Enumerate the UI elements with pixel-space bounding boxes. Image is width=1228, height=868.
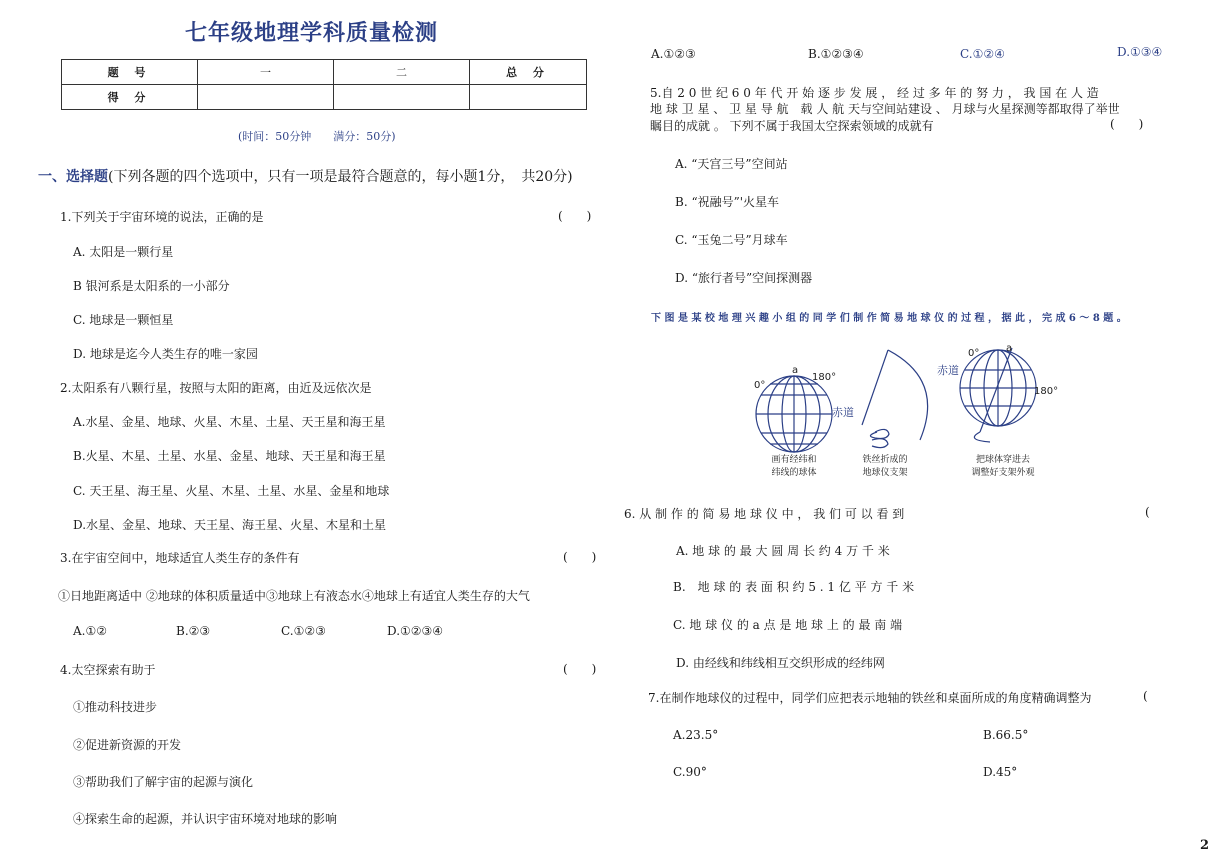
score-row-label: 得 分 [62, 85, 198, 110]
option: A.23.5° [673, 728, 719, 742]
option: A.水星、金星、地球、火星、木星、土星、天王星和海王星 [73, 415, 386, 429]
question-4-stem: 4.太空探索有助于 [60, 663, 156, 677]
option: B.66.5° [983, 728, 1029, 742]
option: A. 太阳是一颗行星 [73, 245, 174, 259]
answer-paren[interactable]: ( [1143, 689, 1148, 703]
wire-stand [862, 350, 928, 448]
section-title: 一、选择题 [38, 169, 108, 185]
option: B.火星、木星、土星、水星、金星、地球、天王星和海王星 [73, 449, 386, 463]
conditions-list: ①日地距离适中 ②地球的体积质量适中③地球上有液态水④地球上有适宜人类生存的大气 [58, 589, 530, 603]
option: D.①②③④ [387, 624, 444, 638]
score-cell[interactable] [470, 85, 587, 110]
score-header-cell: 二 [334, 60, 470, 85]
answer-paren[interactable]: ( ) [563, 550, 597, 564]
list-item: ④探索生命的起源，并认识宇宙环境对地球的影响 [73, 812, 338, 826]
option: C.①②④ [960, 47, 1005, 61]
option: A. 地 球 的 最 大 圆 周 长 约 4 万 千 米 [676, 544, 890, 558]
score-cell[interactable] [334, 85, 470, 110]
option: A.①②③ [651, 47, 696, 61]
caption-line: 调整好支架外观 [971, 468, 1035, 478]
section-heading [38, 166, 573, 186]
globe-making-figure [740, 340, 1080, 485]
question-2-stem: 2.太阳系有八颗行星，按照与太阳的距离，由近及远依次是 [60, 381, 372, 395]
question-5-line: 瞩目的成就 。 下列不属于我国太空探索领域的成就有 [650, 119, 934, 133]
section-note: (下列各题的四个选项中，只有一项是最符合题意的，每小题1分， 共20分) [108, 169, 573, 185]
question-1-stem: 1.下列关于宇宙环境的说法，正确的是 [60, 210, 264, 224]
option: C. “玉兔二号”月球车 [675, 233, 788, 247]
option: D.45° [983, 765, 1018, 779]
question-5-line: 地 球 卫 星 、 卫 星 导 航 载 人 航 天与空间站建设 、 月球与火星探测等都取得了举世 [650, 102, 1120, 116]
score-table [61, 59, 587, 110]
label-equator: 赤道 [937, 364, 959, 377]
option: B 银河系是太阳系的一小部分 [73, 279, 230, 293]
question-6-stem: 6. 从 制 作 的 简 易 地 球 仪 中 ， 我 们 可 以 看 到 [624, 507, 905, 521]
answer-paren[interactable]: ( ) [1110, 117, 1144, 131]
label-180: 180° [812, 372, 837, 383]
option: D.水星、金星、地球、天王星、海王星、火星、木星和土星 [73, 518, 387, 532]
label-a: a [1006, 343, 1013, 354]
score-header-cell: 题 号 [62, 60, 198, 85]
exam-info: (时间：50分钟 满分：50分) [238, 130, 396, 143]
answer-paren[interactable]: ( ) [558, 209, 592, 223]
globe-with-grid [756, 376, 832, 452]
option: D. 由经线和纬线相互交织形成的经纬网 [676, 656, 885, 670]
option: A.①② [73, 624, 107, 638]
caption-line: 铁丝折成的 [862, 455, 908, 465]
score-header-cell: 一 [198, 60, 334, 85]
option: C. 天王星、海王星、火星、木星、土星、水星、金星和地球 [73, 484, 390, 498]
option: D.①③④ [1117, 45, 1163, 59]
option: A. “天宫三号”空间站 [675, 157, 788, 171]
score-cell[interactable] [198, 85, 334, 110]
page-title: 七年级地理学科质量检测 [185, 20, 439, 46]
option: C.①②③ [281, 624, 326, 638]
question-7-stem: 7.在制作地球仪的过程中，同学们应把表示地轴的铁丝和桌面所成的角度精确调整为 [648, 691, 1092, 705]
caption-line: 把球体穿进去 [975, 455, 1031, 465]
globe-on-stand [960, 348, 1036, 442]
option: B. 地 球 的 表 面 积 约 5 . 1 亿 平 方 千 米 [673, 580, 915, 594]
score-header-cell: 总 分 [470, 60, 587, 85]
answer-paren[interactable]: ( [1145, 505, 1150, 519]
option: D. “旅行者号”空间探测器 [675, 271, 813, 285]
option: C. 地 球 仪 的 a 点 是 地 球 上 的 最 南 端 [673, 618, 903, 632]
list-item: ③帮助我们了解宇宙的起源与演化 [73, 775, 254, 789]
option: B.①②③④ [808, 47, 864, 61]
caption-line: 纬线的球体 [771, 468, 817, 478]
question-5-line: 5.自 2 0 世 纪 6 0 年 代 开 始 逐 步 发 展 ， 经 过 多 年 的 努 力 ， 我 国 在 人 造 [650, 86, 1099, 100]
option: B.②③ [176, 624, 211, 638]
option: C.90° [673, 765, 707, 779]
label-0: 0° [968, 348, 980, 359]
label-equator: 赤道 [832, 406, 854, 419]
list-item: ②促进新资源的开发 [73, 738, 182, 752]
question-3-stem: 3.在宇宙空间中，地球适宜人类生存的条件有 [60, 551, 300, 565]
caption-line: 画有经纬和 [771, 455, 817, 465]
option: B. “祝融号”'火星车 [675, 195, 780, 209]
page-number: 2 [1200, 838, 1210, 853]
label-180: 180° [1034, 386, 1059, 397]
option: C. 地球是一颗恒星 [73, 313, 174, 327]
label-0: 0° [754, 380, 766, 391]
label-a: a [792, 365, 799, 376]
caption-line: 地球仪支架 [862, 468, 908, 478]
option: D. 地球是迄今人类生存的唯一家园 [73, 347, 258, 361]
answer-paren[interactable]: ( ) [563, 662, 597, 676]
list-item: ①推动科技进步 [73, 700, 158, 714]
intro-text: 下 图 是 某 校 地 理 兴 趣 小 组 的 同 学 们 制 作 简 易 地 球 仪 的 过 程 ， 据 此 ， 完 成 6 ～ 8 题 。 [651, 313, 1127, 324]
